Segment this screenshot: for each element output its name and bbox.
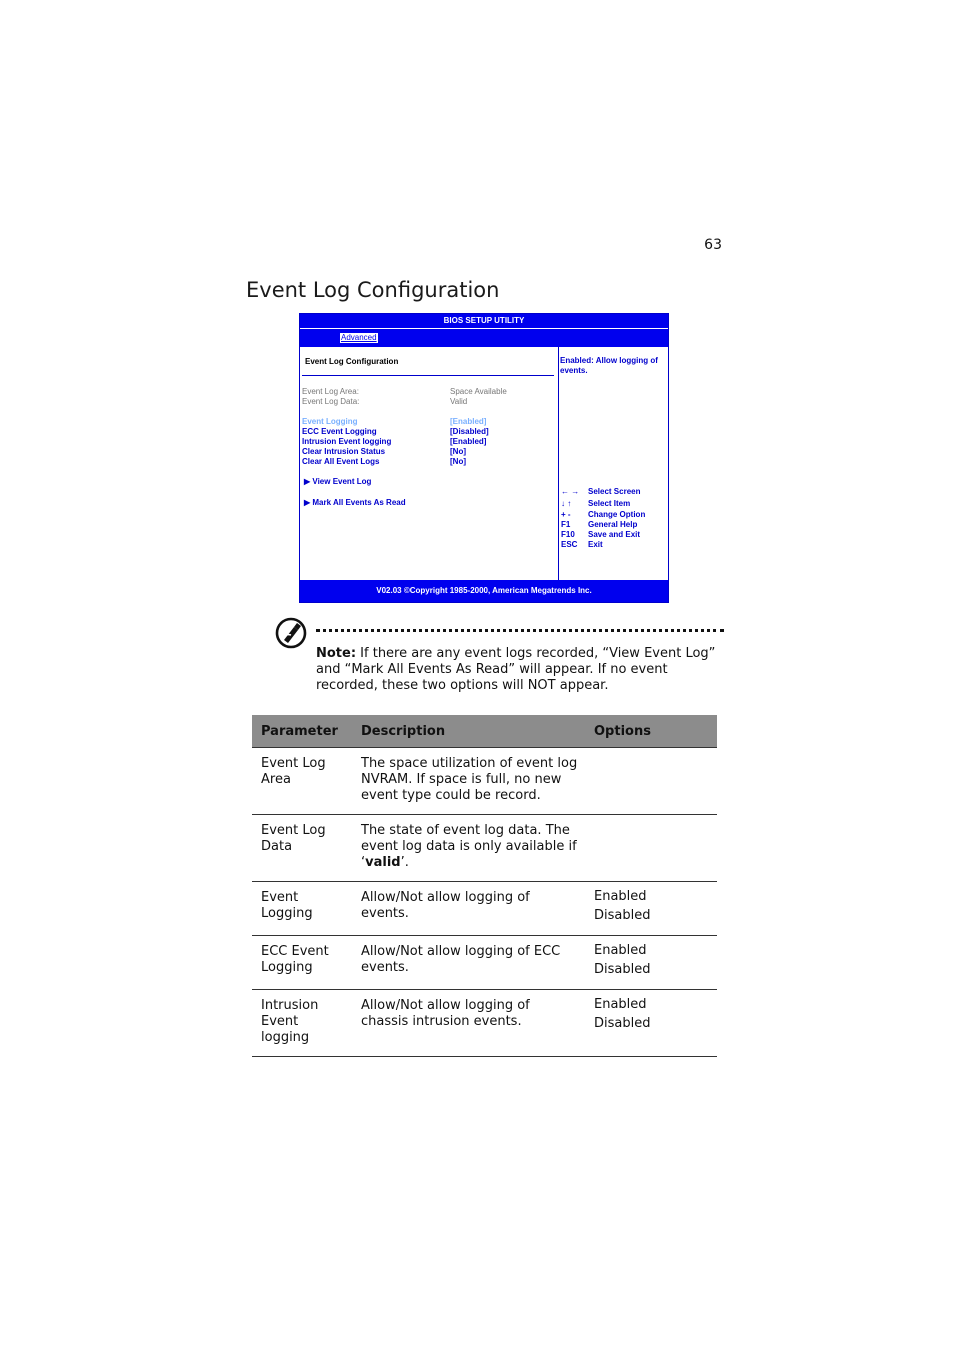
info-value: Space Available [450,387,507,396]
bios-heading: Event Log Configuration [305,357,399,366]
setting-value[interactable]: [Disabled] [450,427,489,436]
info-label: Event Log Data: [302,397,360,406]
triangle-right-icon: ▶ [304,477,311,486]
cell-parameter: Intrusion Event logging [252,990,352,1057]
bios-screenshot [299,313,669,603]
note-body: If there are any event logs recorded, “View Event Log” and “Mark All Events As Read” will appear. If no event recorded, these two options will NOT appear. [316,646,716,693]
option-value: Enabled [594,889,647,904]
submenu-label: Mark All Events As Read [312,498,406,507]
cell-parameter: ECC Event Logging [252,936,352,990]
option-value: Enabled [594,997,647,1012]
note-text [316,646,716,694]
arrow-up-down-icon: ↓ ↑ [561,499,572,508]
setting-value[interactable]: [Enabled] [450,417,487,426]
setting-value[interactable]: [Enabled] [450,437,487,446]
table-header-row [252,715,717,748]
key-legend-row [561,510,645,520]
cell-options [585,815,717,882]
key-legend-row [561,499,630,509]
note-divider [316,629,724,632]
key-name: ESC [561,540,578,549]
cell-description [352,815,585,882]
key-legend-row [561,487,640,497]
setting-value[interactable]: [No] [450,447,466,456]
key-action: Change Option [588,510,646,519]
desc-bold: valid [365,855,401,870]
table-row [252,815,717,882]
cell-options [585,882,717,936]
key-action: Exit [588,540,603,549]
cell-description: The space utilization of event log NVRAM. If space is full, no new event type could be record. [352,748,585,815]
cell-parameter: Event Log Area [252,748,352,815]
table-row [252,748,717,815]
bios-divider [302,375,554,376]
option-value: Disabled [594,1016,651,1031]
cell-options [585,936,717,990]
setting-ecc-event-logging[interactable]: ECC Event Logging [302,427,377,436]
help-text: Enabled: Allow logging of events. [560,356,658,375]
cell-options [585,990,717,1057]
setting-value[interactable]: [No] [450,457,466,466]
header-options: Options [585,715,717,748]
key-action: General Help [588,520,638,529]
note-pen-icon [275,617,307,649]
parameter-table [252,715,717,1057]
key-legend-row [561,540,603,550]
bios-footer: V02.03 ©Copyright 1985-2000, American Megatrends Inc. [300,580,668,602]
note-label: Note: [316,646,357,661]
key-action: Select Screen [588,487,641,496]
bios-main-panel [300,347,558,580]
triangle-right-icon: ▶ [304,498,311,507]
submenu-label: View Event Log [312,477,372,486]
info-label: Event Log Area: [302,387,359,396]
cell-description: Allow/Not allow logging of chassis intrusion events. [352,990,585,1057]
key-legend-row [561,530,640,540]
key-name: F1 [561,520,571,529]
option-value: Disabled [594,962,651,977]
cell-parameter: Event Log Data [252,815,352,882]
arrow-left-right-icon: ← → [561,487,580,496]
setting-event-logging[interactable]: Event Logging [302,417,358,426]
info-value: Valid [450,397,468,406]
cell-description: Allow/Not allow logging of ECC events. [352,936,585,990]
desc-text: ’. [400,855,409,870]
bios-title: BIOS SETUP UTILITY [300,314,668,328]
setting-clear-intrusion-status[interactable]: Clear Intrusion Status [302,447,386,456]
key-action: Save and Exit [588,530,641,539]
submenu-mark-all-events-as-read[interactable] [304,498,406,507]
setting-intrusion-event-logging[interactable]: Intrusion Event logging [302,437,392,446]
submenu-view-event-log[interactable] [304,477,371,486]
cell-description: Allow/Not allow logging of events. [352,882,585,936]
table-row [252,882,717,936]
table-row [252,990,717,1057]
table-row [252,936,717,990]
page-title: Event Log Configuration [246,278,500,302]
key-action: Select Item [588,499,631,508]
header-description: Description [352,715,585,748]
cell-options [585,748,717,815]
option-value: Disabled [594,908,651,923]
bios-menu-bar [300,329,668,347]
key-name: + - [561,510,571,519]
key-name: F10 [561,530,575,539]
cell-parameter: Event Logging [252,882,352,936]
bios-help-panel [558,347,669,580]
option-value: Enabled [594,943,647,958]
key-legend-row [561,520,637,530]
desc-text: The state of event log data. The event log data is only available if ‘ [361,823,577,870]
page-number: 63 [704,237,722,253]
header-parameter: Parameter [252,715,352,748]
setting-clear-all-event-logs[interactable]: Clear All Event Logs [302,457,380,466]
tab-advanced[interactable]: Advanced [341,333,377,342]
